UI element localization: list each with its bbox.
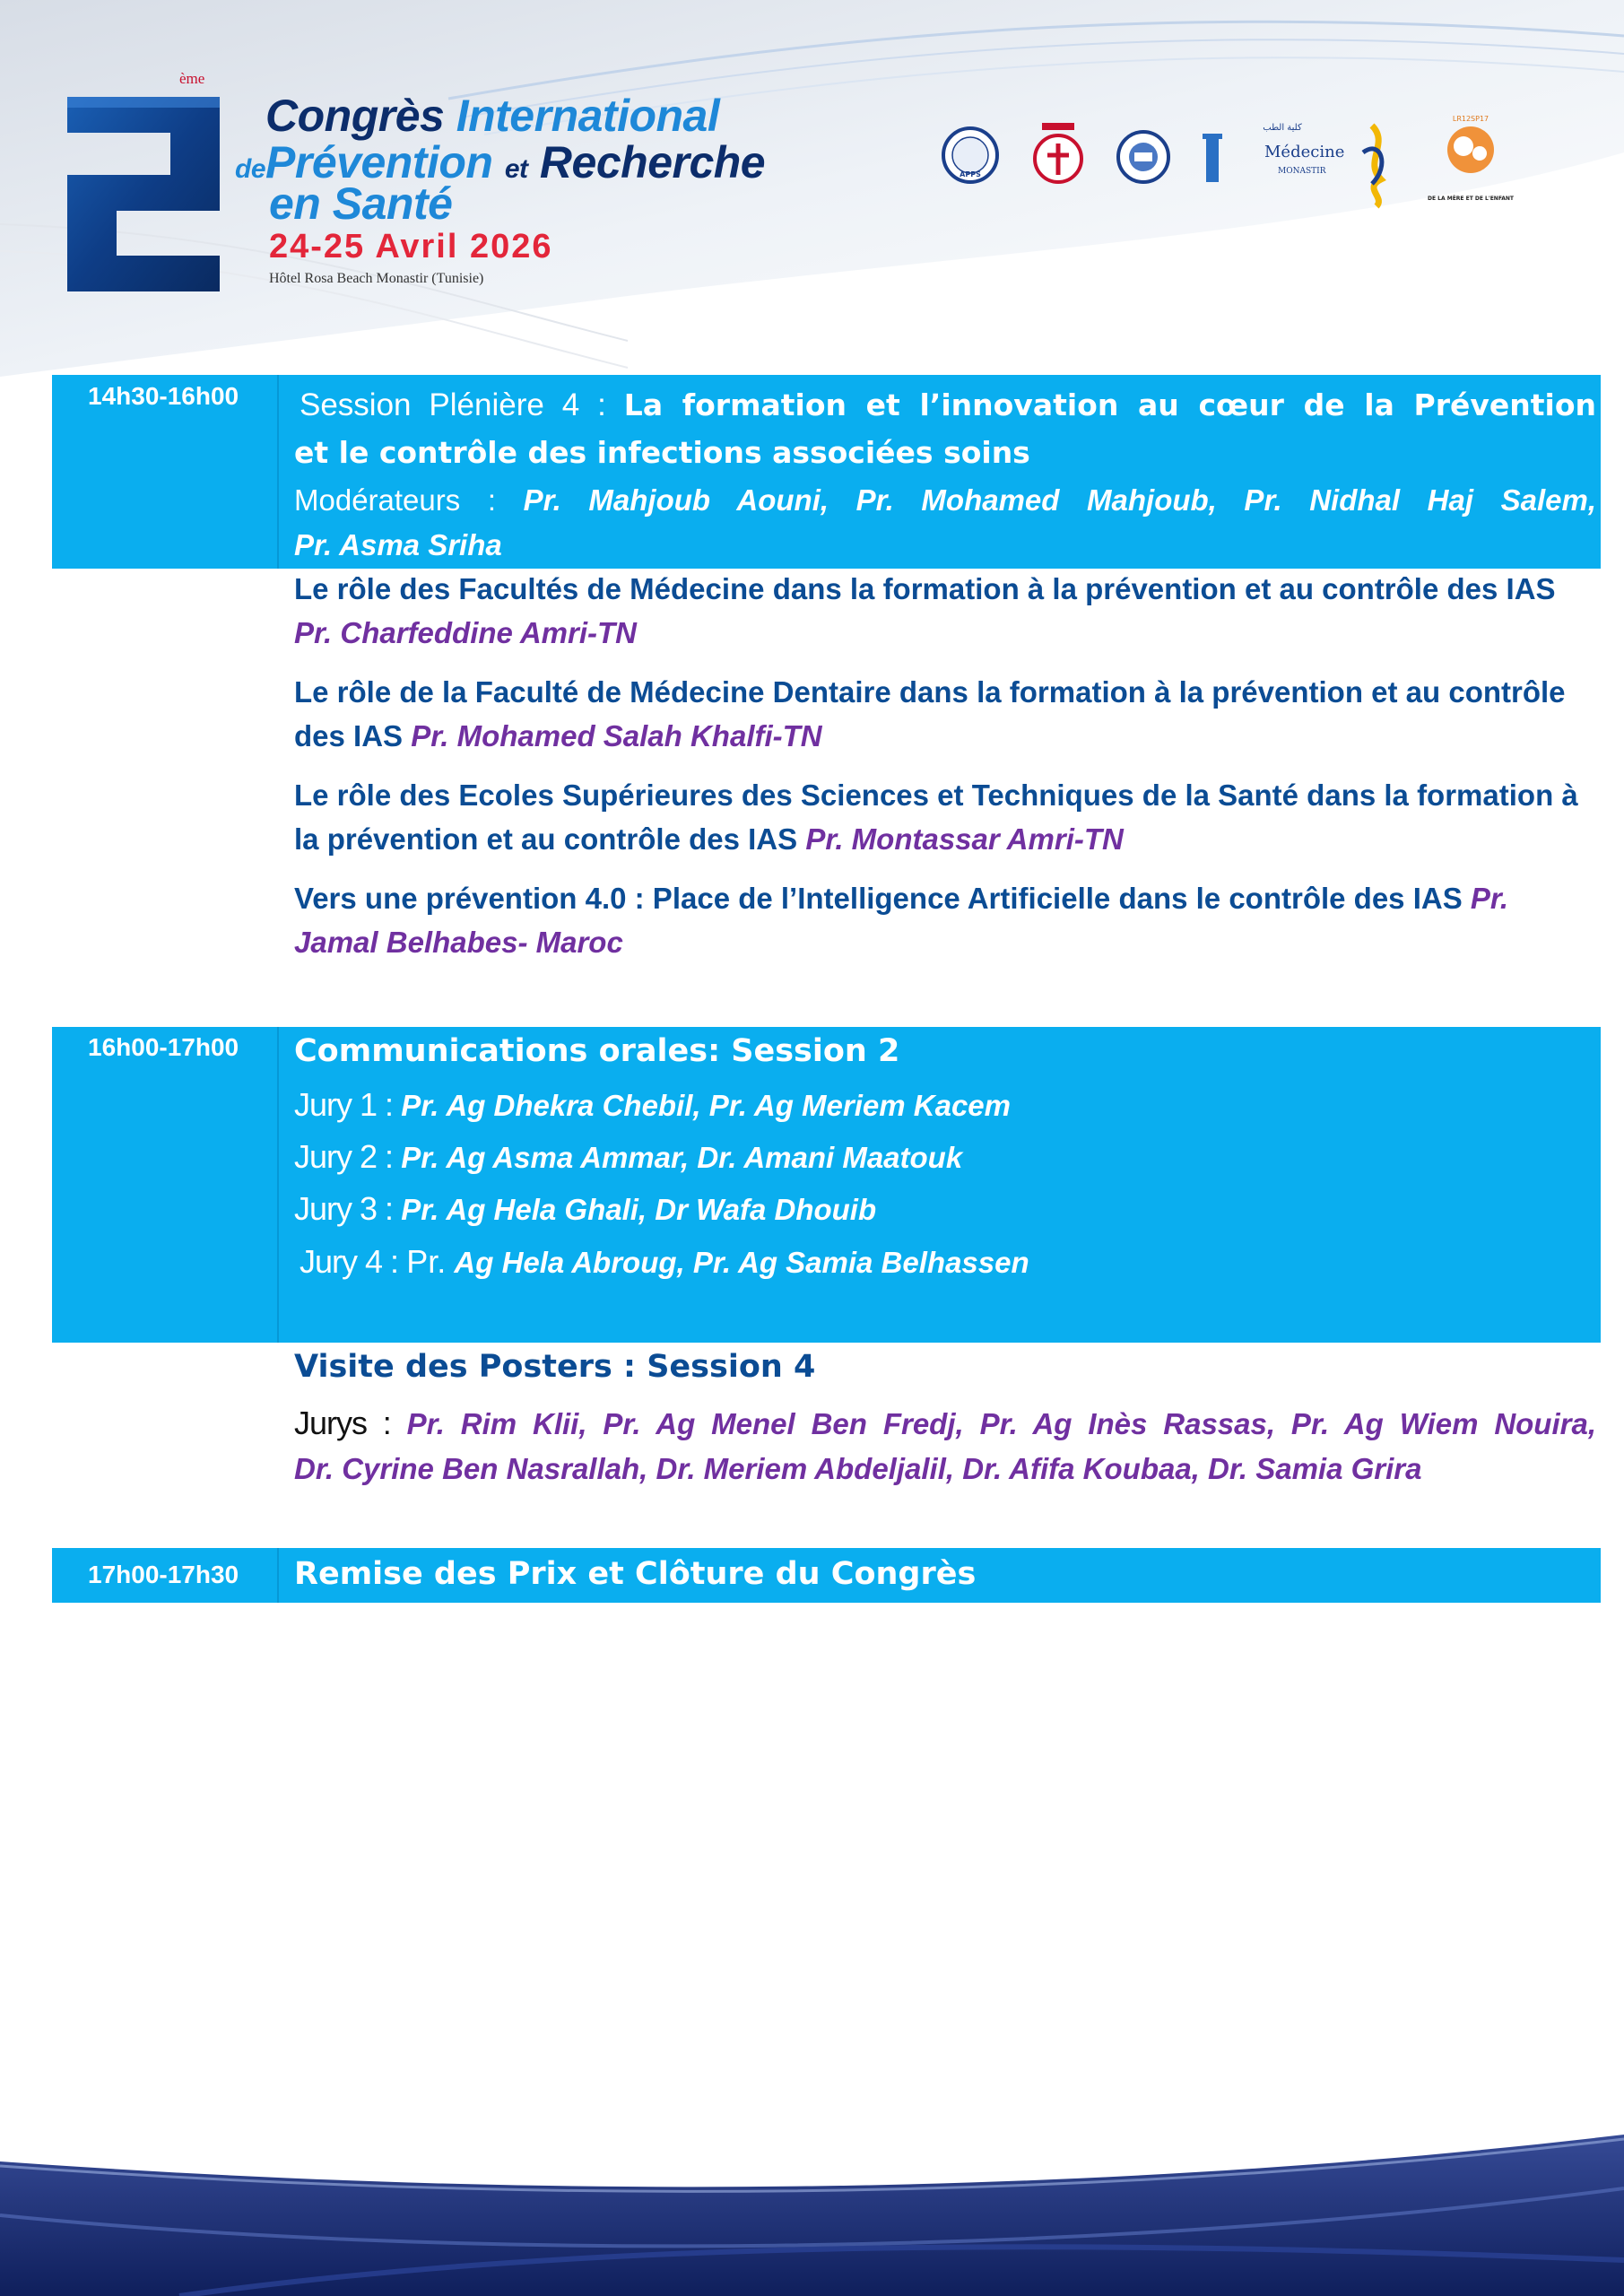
faculty-logo-text: Médecine: [1264, 143, 1345, 161]
footer-waves: [0, 2081, 1624, 2296]
title-word-prevention: Prévention: [265, 137, 493, 187]
talk-speaker: Pr. Jamal Belhabes- Maroc: [294, 882, 1509, 959]
faculty-logo-sub: MONASTIR: [1278, 167, 1326, 176]
jury-line: [294, 1187, 1596, 1231]
talk-title: Le rôle des Facultés de Médecine dans la formation à la prévention et au contrôle des IAS: [294, 572, 1556, 605]
apps-logo-text: APPS: [960, 170, 981, 178]
svg-text:كلية الطب: كلية الطب: [1263, 123, 1302, 133]
band-divider: [277, 375, 279, 569]
talk-speaker: Pr. Charfeddine Amri-TN: [294, 616, 637, 649]
congress-title-line1: [265, 90, 719, 142]
congress-venue: Hôtel Rosa Beach Monastir (Tunisie): [269, 271, 484, 286]
jury-label: Jury 1 :: [294, 1086, 394, 1123]
plenary-label: Session Plénière 4 :: [300, 387, 606, 422]
association-logo: [1118, 132, 1168, 182]
jury-members-prefix: Pr.: [406, 1243, 447, 1280]
talk-item: [294, 876, 1596, 964]
session-time: 17h00-17h30: [88, 1561, 239, 1588]
jury-members: Ag Hela Abroug, Pr. Ag Samia Belhassen: [454, 1246, 1029, 1279]
band-divider: [277, 1027, 279, 1343]
jurys-names-a: Pr. Rim Klii, Pr. Ag Menel Ben Fredj, Pr. Ag Inès Rassas, Pr. Ag Wiem Nouira,: [406, 1407, 1596, 1440]
ministry-health-logo: [1035, 123, 1081, 182]
title-word-congres: Congrès: [265, 91, 445, 141]
moderators-label: Modérateurs :: [294, 483, 497, 517]
moderators-names-b: Pr. Asma Sriha: [294, 528, 502, 561]
jury-members: Pr. Ag Dhekra Chebil, Pr. Ag Meriem Kacem: [401, 1089, 1012, 1122]
oral-session-title: Communications orales: Session 2: [294, 1033, 900, 1069]
plenary-moderators: [294, 478, 1596, 522]
jury-line: [294, 1083, 1596, 1127]
band-divider: [277, 1548, 279, 1603]
congress-title-line3: en Santé: [269, 178, 453, 229]
talk-speaker: Pr. Montassar Amri-TN: [805, 822, 1124, 856]
plenary-title-line1: [294, 379, 1596, 431]
oral-session-band: [52, 1027, 1601, 1343]
plenary-title-b: et le contrôle des infections associées soins: [294, 435, 1030, 470]
posters-jurys: [294, 1401, 1596, 1446]
partner-logos: [942, 112, 1524, 211]
lab-mother-child-logo: [1428, 115, 1515, 202]
jury-line: [300, 1239, 1602, 1284]
closing-session-title: Remise des Prix et Clôture du Congrès: [294, 1556, 977, 1592]
congress-dates: 24-25 Avril 2026: [269, 228, 553, 265]
title-word-et: et: [504, 154, 528, 184]
session-time: 16h00-17h00: [88, 1033, 239, 1061]
talk-title: Le rôle de la Faculté de Médecine Dentaire dans la formation à la prévention et au contrôle des IAS: [294, 675, 1566, 752]
posters-session-title: Visite des Posters : Session 4: [294, 1349, 816, 1385]
plenary-title-a: La formation et l’innovation au cœur de la Prévention: [623, 387, 1596, 422]
number-two-emblem: [54, 81, 233, 305]
jury-label: Jury 2 :: [294, 1138, 394, 1175]
moderators-names-a: Pr. Mahjoub Aouni, Pr. Mohamed Mahjoub, Pr. Nidhal Haj Salem,: [523, 483, 1596, 517]
jurys-label: Jurys :: [294, 1405, 391, 1441]
jurys-names-b: Dr. Cyrine Ben Nasrallah, Dr. Meriem Abdeljalil, Dr. Afifa Koubaa, Dr. Samia Grira: [294, 1452, 1422, 1485]
lab-logo-text: DE LA MÈRE ET DE L'ENFANT: [1428, 196, 1514, 202]
faculty-medicine-logo: [1203, 123, 1344, 182]
ordinal-suffix: ème: [179, 70, 205, 87]
jury-members: Pr. Ag Asma Ammar, Dr. Amani Maatouk: [401, 1141, 963, 1174]
talk-item: [294, 567, 1596, 655]
jury-label: Jury 3 :: [294, 1190, 394, 1227]
talk-speaker: Pr. Mohamed Salah Khalfi-TN: [411, 719, 822, 752]
talk-item: [294, 773, 1596, 861]
talk-title: Vers une prévention 4.0 : Place de l’Intelligence Artificielle dans le contrôle des IAS: [294, 882, 1463, 915]
lab-logo-code: LR12SP17: [1452, 115, 1489, 123]
apps-logo: [943, 128, 997, 182]
jury-label: Jury 4 :: [300, 1243, 399, 1280]
title-word-de: de: [235, 154, 266, 184]
talk-item: [294, 670, 1596, 758]
session-time: 14h30-16h00: [88, 382, 239, 410]
jury-line: [294, 1135, 1596, 1179]
title-word-recherche: Recherche: [539, 137, 766, 187]
university-logo: [1363, 126, 1382, 206]
jury-members: Pr. Ag Hela Ghali, Dr Wafa Dhouib: [401, 1193, 877, 1226]
talk-title: Le rôle des Ecoles Supérieures des Sciences et Techniques de la Santé dans la formation à la prévention et au contrôle des IAS: [294, 778, 1578, 856]
title-word-international: International: [456, 91, 720, 141]
